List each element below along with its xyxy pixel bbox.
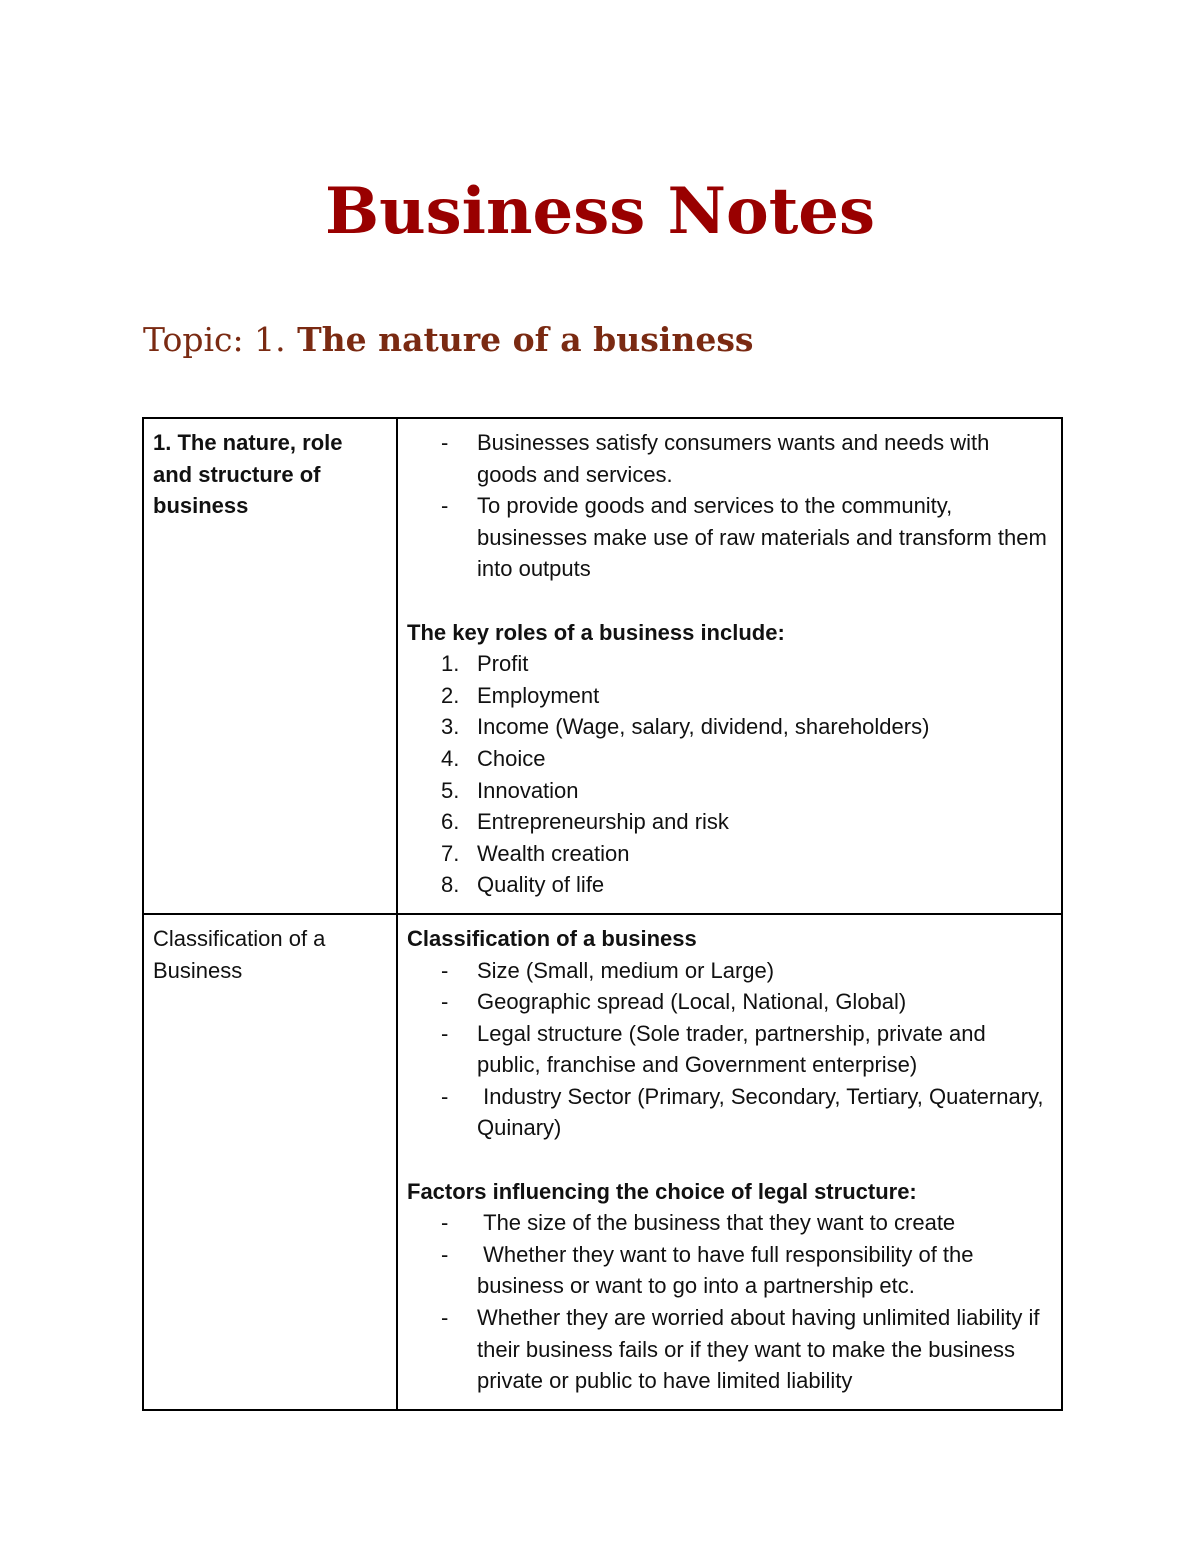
list-item xyxy=(407,648,1052,680)
row-1-content xyxy=(397,418,1062,914)
list-item-text: Legal structure (Sole trader, partnership, private and public, franchise and Government enterprise) xyxy=(477,1020,986,1078)
row-2-content xyxy=(397,914,1062,1410)
number-marker: 4. xyxy=(441,745,460,771)
factors-list xyxy=(407,1207,1052,1397)
roles-heading: The key roles of a business include: xyxy=(407,619,785,645)
list-item-text: To provide goods and services to the community, businesses make use of raw materials and transform them into outputs xyxy=(477,493,1047,582)
row-2-label: Classification of a Business xyxy=(143,914,397,1410)
number-marker: 1. xyxy=(441,651,460,677)
document-title: Business Notes xyxy=(324,174,876,249)
factors-heading: Factors influencing the choice of legal structure: xyxy=(407,1178,917,1204)
notes-table xyxy=(142,417,1063,1411)
list-item-text: Businesses satisfy consumers wants and needs with goods and services. xyxy=(477,430,990,487)
dash-marker: - xyxy=(441,989,449,1015)
list-item xyxy=(407,838,1052,870)
list-item xyxy=(407,743,1052,775)
list-item-text: Wealth creation xyxy=(477,840,630,866)
list-item xyxy=(407,711,1052,743)
list-item xyxy=(407,680,1052,712)
list-item xyxy=(407,1302,1052,1397)
list-item xyxy=(407,1018,1052,1081)
classification-list xyxy=(407,955,1052,1145)
number-marker: 8. xyxy=(441,872,460,898)
list-item xyxy=(407,806,1052,838)
list-item-text: Quality of life xyxy=(477,872,605,898)
list-item-text: Choice xyxy=(477,745,546,771)
dash-marker: - xyxy=(441,1210,449,1236)
number-marker: 7. xyxy=(441,840,460,866)
list-item-text: Entrepreneurship and risk xyxy=(477,809,729,835)
list-item-text: The size of the business that they want to create xyxy=(477,1210,956,1236)
list-item xyxy=(407,490,1052,585)
topic-prefix: Topic: 1. xyxy=(143,320,286,359)
dash-marker: - xyxy=(441,1241,449,1267)
row-1-label: 1. The nature, role and structure of business xyxy=(143,418,397,914)
table-row xyxy=(143,418,1062,914)
dash-marker: - xyxy=(441,1083,449,1109)
topic-name: The nature of a business xyxy=(297,320,754,359)
list-item xyxy=(407,869,1052,901)
list-item xyxy=(407,955,1052,987)
roles-list xyxy=(407,648,1052,901)
spacer xyxy=(407,1144,1052,1176)
dash-marker: - xyxy=(441,493,449,519)
list-item-text: Whether they want to have full responsibility of the business or want to go into a partnership etc. xyxy=(477,1241,980,1299)
list-item xyxy=(407,1081,1052,1144)
list-item-text: Geographic spread (Local, National, Global) xyxy=(477,989,907,1015)
list-item xyxy=(407,427,1052,490)
spacer xyxy=(407,585,1052,617)
list-item xyxy=(407,775,1052,807)
list-item-text: Whether they are worried about having unlimited liability if their business fails or if they want to make the business private or public to have limited liability xyxy=(477,1305,1040,1394)
list-item-text: Income (Wage, salary, dividend, shareholders) xyxy=(477,714,930,740)
number-marker: 3. xyxy=(441,714,460,740)
dash-marker: - xyxy=(441,957,449,983)
number-marker: 6. xyxy=(441,809,460,835)
number-marker: 2. xyxy=(441,682,460,708)
list-item-text: Employment xyxy=(477,682,600,708)
dash-marker: - xyxy=(441,430,449,455)
topic-heading xyxy=(143,318,754,362)
list-item-text: Size (Small, medium or Large) xyxy=(477,957,775,983)
classification-heading: Classification of a business xyxy=(407,925,697,951)
list-item xyxy=(407,986,1052,1018)
number-marker: 5. xyxy=(441,777,460,803)
table-row xyxy=(143,914,1062,1410)
list-item-text: Innovation xyxy=(477,777,579,803)
list-item xyxy=(407,1239,1052,1302)
dash-marker: - xyxy=(441,1305,449,1331)
list-item-text: Industry Sector (Primary, Secondary, Tertiary, Quaternary, Quinary) xyxy=(477,1083,1050,1141)
dash-marker: - xyxy=(441,1020,449,1046)
list-item xyxy=(407,1207,1052,1239)
list-item-text: Profit xyxy=(477,651,529,677)
intro-bullet-list xyxy=(407,427,1052,585)
